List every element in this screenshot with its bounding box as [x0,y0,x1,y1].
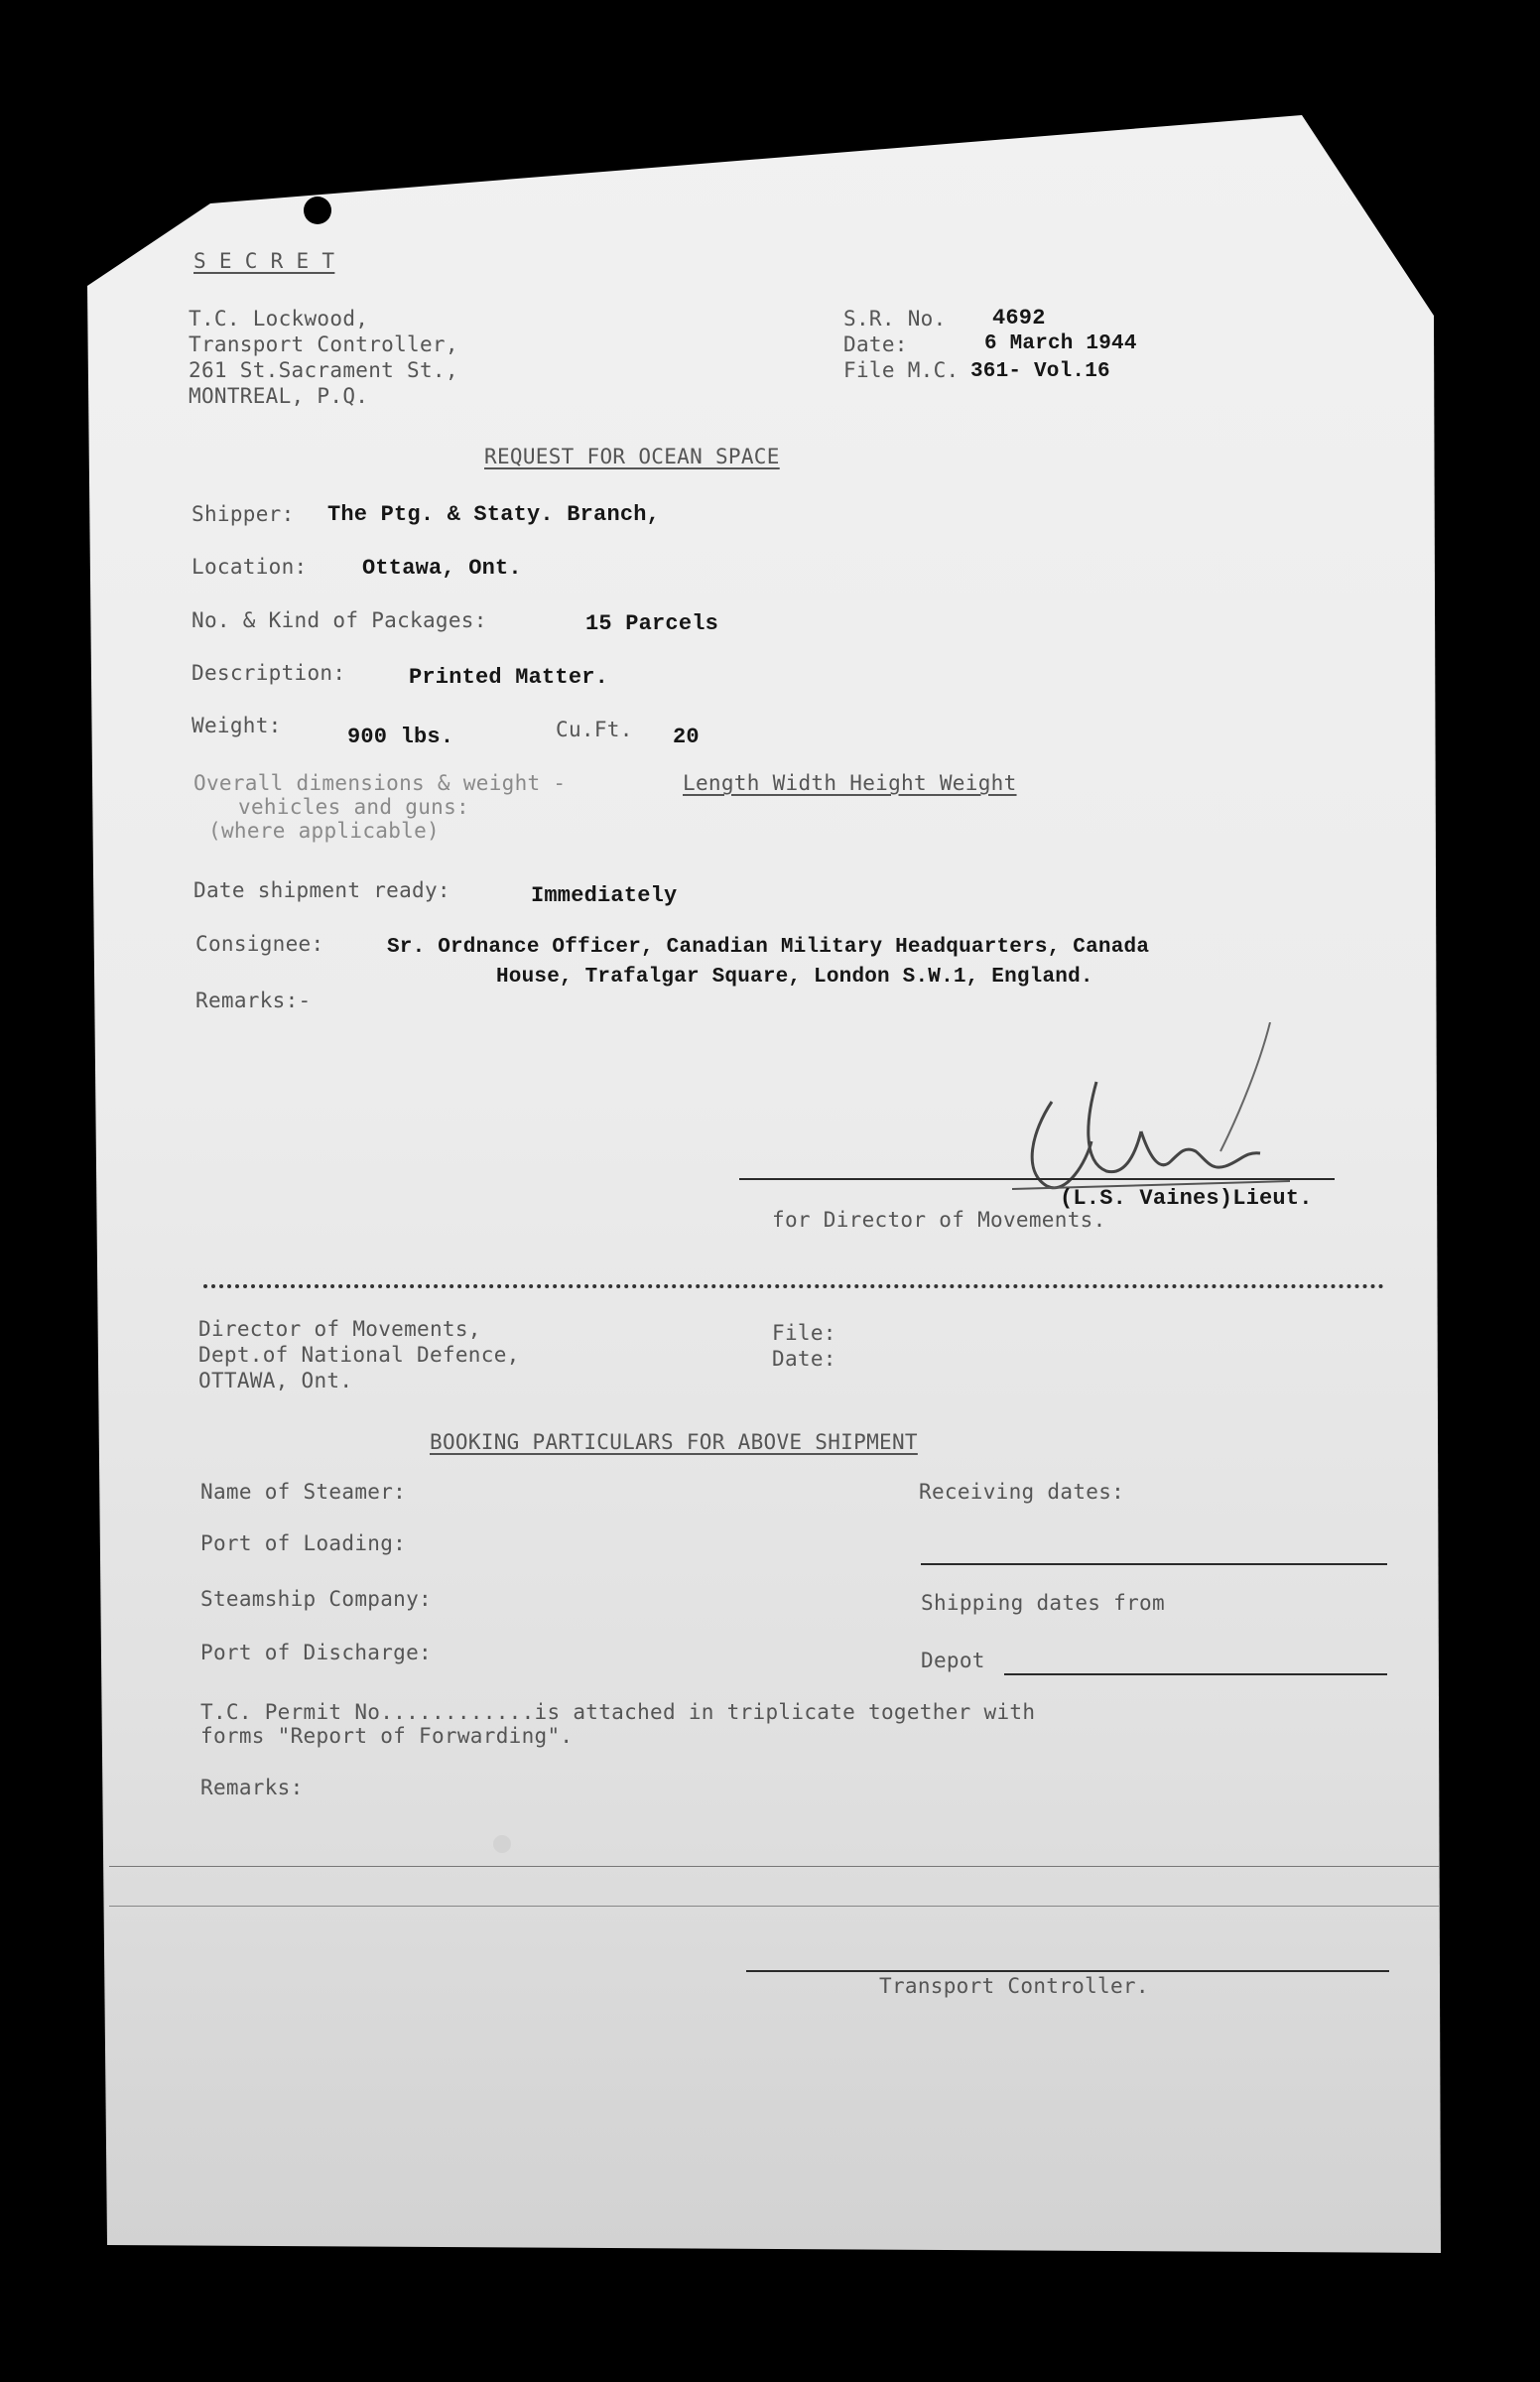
booking-file-label: File: [772,1321,836,1345]
signature-role: for Director of Movements. [772,1208,1106,1232]
booking-addr-line1: Director of Movements, [198,1317,481,1341]
dimensions-columns: Length Width Height Weight [683,771,1017,795]
location-label: Location: [192,555,308,579]
port-discharge-label: Port of Discharge: [200,1641,432,1664]
cuft-label: Cu.Ft. [556,718,633,741]
remarks-label: Remarks:- [195,989,312,1012]
sr-no-label: S.R. No. [843,307,947,331]
controller-signature-line [746,1970,1389,1972]
ready-label: Date shipment ready: [193,878,450,902]
smudge-mark [493,1835,511,1853]
booking-title: BOOKING PARTICULARS FOR ABOVE SHIPMENT [430,1430,918,1454]
weight-value: 900 lbs. [347,725,454,749]
dimensions-line3: (where applicable) [208,819,440,843]
cuft-value: 20 [673,725,700,749]
date-label: Date: [843,332,908,356]
steamer-label: Name of Steamer: [200,1480,407,1504]
company-label: Steamship Company: [200,1587,432,1611]
booking-date-label: Date: [772,1347,836,1371]
sender-street: 261 St.Sacrament St., [189,358,458,382]
port-loading-label: Port of Loading: [200,1531,407,1555]
classification-label: S E C R E T [193,249,335,273]
request-title: REQUEST FOR OCEAN SPACE [484,445,780,468]
file-value: 361- Vol.16 [970,360,1110,383]
packages-value: 15 Parcels [585,611,719,636]
weight-label: Weight: [192,714,282,737]
handwritten-signature [992,1022,1349,1201]
remarks-rule [109,1866,1439,1867]
shipper-label: Shipper: [192,502,295,526]
ready-value: Immediately [531,883,678,908]
receiving-label: Receiving dates: [919,1480,1125,1504]
booking-addr-line3: OTTAWA, Ont. [198,1369,353,1392]
controller-label: Transport Controller. [879,1974,1149,1998]
file-label: File M.C. [843,358,960,382]
permit-line2: forms "Report of Forwarding". [200,1724,574,1748]
signature-line [739,1178,1335,1180]
punch-hole [304,197,331,224]
booking-addr-line2: Dept.of National Defence, [198,1343,520,1367]
description-label: Description: [192,661,346,685]
date-value: 6 March 1944 [984,332,1137,355]
booking-remarks-label: Remarks: [200,1776,304,1799]
signature-name: (L.S. Vaines)Lieut. [1060,1186,1313,1211]
location-value: Ottawa, Ont. [362,556,522,581]
consignee-value-line1: Sr. Ordnance Officer, Canadian Military Headquarters, Canada [387,936,1150,959]
sender-city: MONTREAL, P.Q. [189,384,369,408]
dimensions-label: Overall dimensions & weight - [193,771,567,795]
sender-name: T.C. Lockwood, [189,307,369,331]
shipping-dates-label: Shipping dates from [921,1591,1165,1615]
dimensions-line2: vehicles and guns: [238,795,469,819]
consignee-value-line2: House, Trafalgar Square, London S.W.1, England. [496,966,1093,989]
receiving-dates-line [921,1563,1387,1565]
remarks-rule-2 [109,1906,1439,1907]
depot-label: Depot [921,1649,985,1672]
sender-title: Transport Controller, [189,332,458,356]
permit-line1: T.C. Permit No............is attached in triplicate together with [200,1700,1036,1724]
dotted-separator [203,1284,1384,1288]
consignee-label: Consignee: [195,932,324,956]
packages-label: No. & Kind of Packages: [192,608,487,632]
depot-line [1004,1673,1387,1675]
shipper-value: The Ptg. & Staty. Branch, [327,502,661,527]
sr-no-value: 4692 [992,306,1046,331]
description-value: Printed Matter. [409,665,609,690]
